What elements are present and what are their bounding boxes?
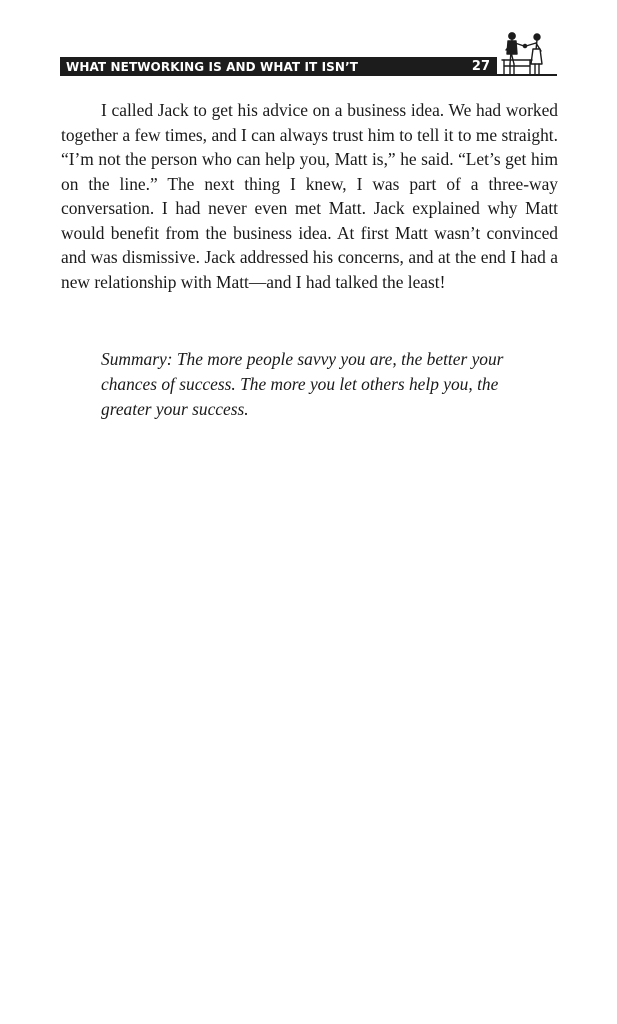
- header-title: WHAT NETWORKING IS AND WHAT IT ISN’T: [66, 59, 359, 74]
- page-number: 27: [471, 59, 490, 74]
- summary-text: Summary: The more people savvy you are, the better your chances of success. The more you let others help you, the greater your success.: [101, 349, 504, 419]
- handshake-icon: [498, 30, 558, 76]
- body-paragraph: I called Jack to get his advice on a business idea. We had worked together a few times, and I can always trust him to tell it to me straight. “I’m not the person who can help you, Matt is,” he said. “Let’s get him on the line.” The next thing I knew, I was part of a three-way conversation. I had never even met Matt. Jack explained why Matt would benefit from the business idea. At first Matt wasn’t convinced and was dismissive. Jack addressed his concerns, and at the end I had a new relationship with Matt—and I had talked the least!: [61, 100, 558, 292]
- running-header: [60, 57, 497, 76]
